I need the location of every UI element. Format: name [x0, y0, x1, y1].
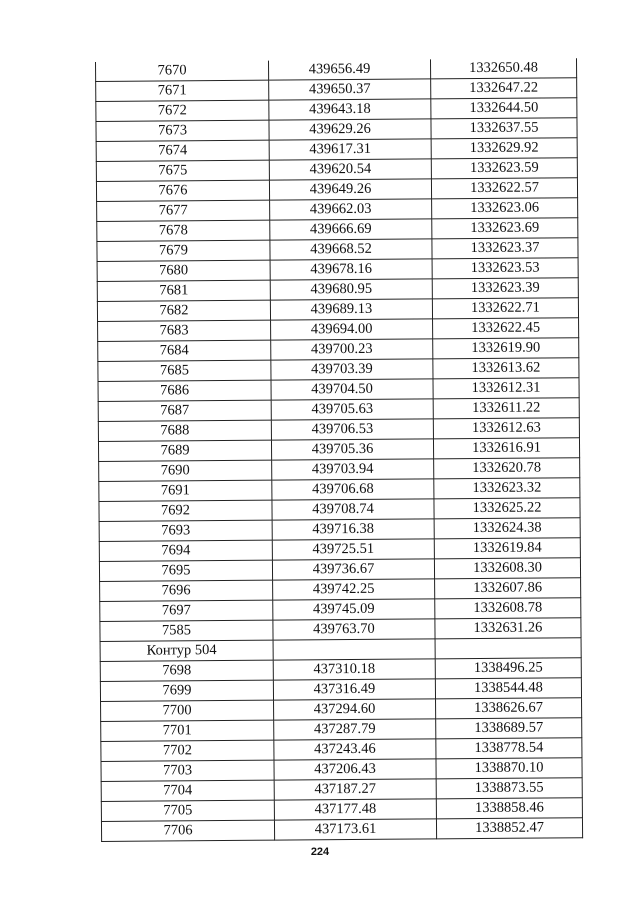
y-coordinate-cell: 1332608.30	[434, 558, 580, 579]
x-coordinate-cell: 437206.43	[274, 759, 436, 780]
y-coordinate-cell: 1332623.69	[432, 218, 578, 239]
point-number-cell: 7685	[98, 360, 271, 381]
point-number-cell: 7670	[95, 61, 268, 82]
x-coordinate-cell: 439708.74	[272, 499, 434, 520]
point-number-cell: 7677	[97, 200, 270, 221]
x-coordinate-cell: 439650.37	[269, 79, 431, 100]
x-coordinate-cell: 437310.18	[273, 659, 435, 680]
y-coordinate-cell: 1338858.46	[436, 798, 582, 819]
x-coordinate-cell: 439649.26	[269, 179, 431, 200]
point-number-cell: 7693	[99, 520, 272, 541]
point-number-cell: 7697	[100, 600, 273, 621]
x-coordinate-cell: 439706.53	[271, 419, 433, 440]
x-coordinate-cell: 439704.50	[271, 379, 433, 400]
point-number-cell: 7686	[98, 380, 271, 401]
point-number-cell: 7703	[101, 760, 274, 781]
y-coordinate-cell: 1332611.22	[433, 398, 579, 419]
y-coordinate-cell: 1338626.67	[436, 698, 582, 719]
x-coordinate-cell: 439700.23	[271, 339, 433, 360]
x-coordinate-cell: 439620.54	[269, 159, 431, 180]
x-coordinate-cell: 437243.46	[274, 739, 436, 760]
coordinates-table-body	[95, 58, 582, 841]
y-coordinate-cell: 1332623.59	[431, 158, 577, 179]
y-coordinate-cell: 1332623.06	[432, 198, 578, 219]
point-number-cell: 7694	[99, 540, 272, 561]
point-number-cell: 7687	[98, 400, 271, 421]
x-coordinate-cell: 439703.39	[271, 359, 433, 380]
x-coordinate-cell: 439666.69	[270, 219, 432, 240]
y-coordinate-cell: 1332619.84	[434, 538, 580, 559]
y-coordinate-cell: 1332612.31	[433, 378, 579, 399]
point-number-cell: 7680	[97, 260, 270, 281]
y-coordinate-cell: 1332623.37	[432, 238, 578, 259]
point-number-cell: 7683	[98, 320, 271, 341]
x-coordinate-cell: 439678.16	[270, 259, 432, 280]
y-coordinate-cell: 1332613.62	[433, 358, 579, 379]
x-coordinate-cell: 439629.26	[269, 119, 431, 140]
point-number-cell: 7695	[99, 560, 272, 581]
y-coordinate-cell: 1332612.63	[433, 418, 579, 439]
x-coordinate-cell: 439617.31	[269, 139, 431, 160]
y-coordinate-cell: 1332647.22	[431, 78, 577, 99]
x-coordinate-cell: 439703.94	[272, 459, 434, 480]
point-number-cell: 7671	[96, 80, 269, 101]
point-number-cell: 7698	[100, 660, 273, 681]
point-number-cell: 7673	[96, 120, 269, 141]
x-coordinate-cell: 439705.63	[271, 399, 433, 420]
x-coordinate-cell: 437287.79	[274, 719, 436, 740]
y-coordinate-cell: 1332623.53	[432, 258, 578, 279]
x-coordinate-cell: 439742.25	[273, 579, 435, 600]
y-coordinate-cell: 1332644.50	[431, 98, 577, 119]
y-coordinate-cell: 1332622.71	[432, 298, 578, 319]
empty-cell	[273, 639, 435, 660]
x-coordinate-cell: 437173.61	[274, 819, 436, 840]
y-coordinate-cell: 1338778.54	[436, 738, 582, 759]
y-coordinate-cell: 1332637.55	[431, 118, 577, 139]
y-coordinate-cell: 1332622.45	[433, 318, 579, 339]
x-coordinate-cell: 439736.67	[272, 559, 434, 580]
x-coordinate-cell: 439705.36	[271, 439, 433, 460]
y-coordinate-cell: 1332620.78	[434, 458, 580, 479]
x-coordinate-cell: 439689.13	[270, 299, 432, 320]
x-coordinate-cell: 439725.51	[272, 539, 434, 560]
y-coordinate-cell: 1332607.86	[435, 578, 581, 599]
page-number: 224	[310, 846, 330, 858]
y-coordinate-cell: 1332625.22	[434, 498, 580, 519]
x-coordinate-cell: 439716.38	[272, 519, 434, 540]
point-number-cell: 7674	[96, 140, 269, 161]
y-coordinate-cell: 1332629.92	[431, 138, 577, 159]
point-number-cell: 7688	[98, 420, 271, 441]
y-coordinate-cell: 1338870.10	[436, 758, 582, 779]
y-coordinate-cell: 1332624.38	[434, 518, 580, 539]
point-number-cell: 7700	[101, 700, 274, 721]
y-coordinate-cell: 1338544.48	[435, 678, 581, 699]
point-number-cell: 7678	[97, 220, 270, 241]
point-number-cell: 7692	[99, 500, 272, 521]
x-coordinate-cell: 439668.52	[270, 239, 432, 260]
point-number-cell: 7585	[100, 620, 273, 641]
point-number-cell: 7696	[100, 580, 273, 601]
y-coordinate-cell: 1332623.39	[432, 278, 578, 299]
point-number-cell: 7701	[101, 720, 274, 741]
point-number-cell: 7684	[98, 340, 271, 361]
x-coordinate-cell: 439706.68	[272, 479, 434, 500]
y-coordinate-cell: 1332608.78	[435, 598, 581, 619]
point-number-cell: 7704	[101, 780, 274, 801]
x-coordinate-cell: 437177.48	[274, 799, 436, 820]
point-number-cell: 7690	[99, 460, 272, 481]
y-coordinate-cell: 1332622.57	[431, 178, 577, 199]
x-coordinate-cell: 437316.49	[273, 679, 435, 700]
point-number-cell: 7706	[101, 820, 274, 841]
x-coordinate-cell: 439656.49	[268, 59, 430, 80]
y-coordinate-cell: 1332619.90	[433, 338, 579, 359]
point-number-cell: 7682	[97, 300, 270, 321]
y-coordinate-cell: 1332631.26	[435, 618, 581, 639]
y-coordinate-cell: 1332616.91	[433, 438, 579, 459]
y-coordinate-cell: 1338873.55	[436, 778, 582, 799]
point-number-cell: 7672	[96, 100, 269, 121]
x-coordinate-cell: 439745.09	[273, 599, 435, 620]
section-label: Контур 504	[100, 640, 273, 661]
point-number-cell: 7676	[96, 180, 269, 201]
coordinates-table	[95, 58, 583, 842]
point-number-cell: 7679	[97, 240, 270, 261]
point-number-cell: 7705	[101, 800, 274, 821]
y-coordinate-cell: 1338496.25	[435, 658, 581, 679]
y-coordinate-cell: 1338852.47	[436, 818, 582, 839]
point-number-cell: 7691	[99, 480, 272, 501]
y-coordinate-cell: 1338689.57	[436, 718, 582, 739]
x-coordinate-cell: 439680.95	[270, 279, 432, 300]
y-coordinate-cell: 1332650.48	[430, 58, 576, 79]
x-coordinate-cell: 439694.00	[271, 319, 433, 340]
point-number-cell: 7702	[101, 740, 274, 761]
point-number-cell: 7681	[97, 280, 270, 301]
x-coordinate-cell: 437187.27	[274, 779, 436, 800]
point-number-cell: 7675	[96, 160, 269, 181]
point-number-cell: 7699	[100, 680, 273, 701]
point-number-cell: 7689	[98, 440, 271, 461]
empty-cell	[435, 638, 581, 659]
x-coordinate-cell: 437294.60	[274, 699, 436, 720]
x-coordinate-cell: 439643.18	[269, 99, 431, 120]
table-row	[101, 818, 582, 842]
x-coordinate-cell: 439662.03	[270, 199, 432, 220]
x-coordinate-cell: 439763.70	[273, 619, 435, 640]
y-coordinate-cell: 1332623.32	[434, 478, 580, 499]
